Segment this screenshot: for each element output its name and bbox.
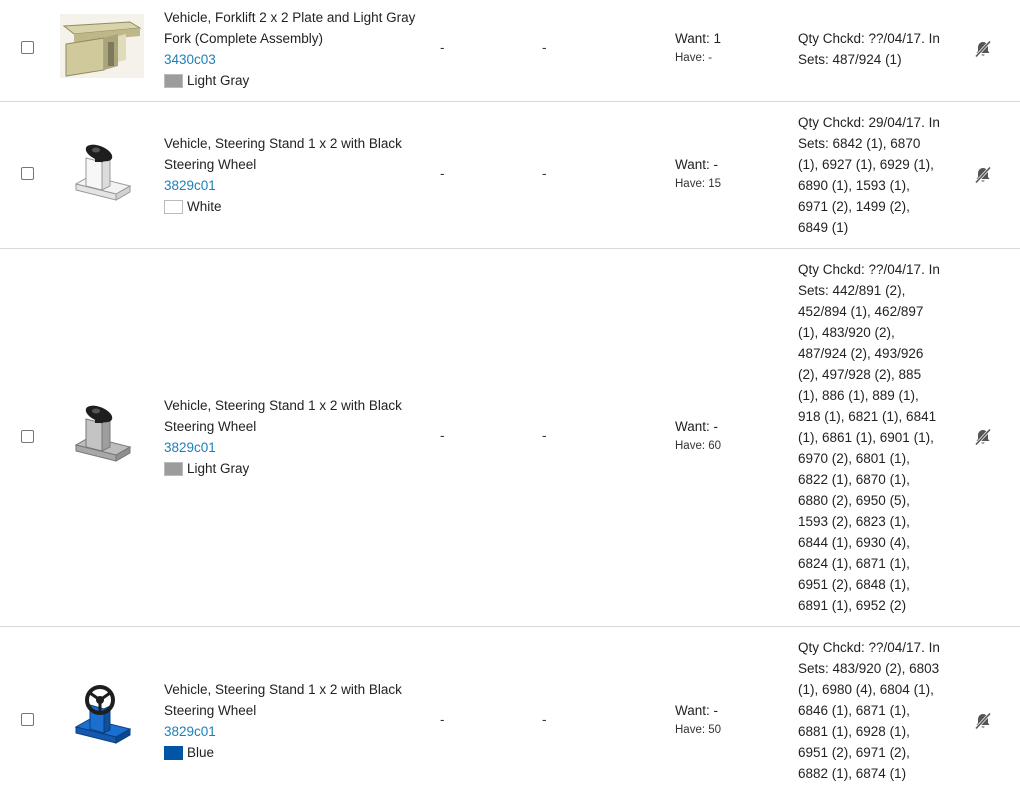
row-checkbox[interactable] [21,41,34,54]
want-have [675,416,721,455]
color-name: Blue [187,745,215,760]
want-have [675,700,721,739]
part-color [164,196,434,217]
part-color [164,742,434,763]
have-value: Have: 50 [675,724,722,736]
sets-info: Qty Chckd: ??/04/17. In Sets: 483/920 (2), 6803 (1), 6980 (4), 6804 (1), 6846 (1), 6871 (1), 6881 (1), 6928 (1), 6951 (2), 6971 (2), 6882 (1), 6874 (1) [798,640,940,781]
color-swatch [164,746,183,760]
row-checkbox[interactable] [21,167,34,180]
part-image-steering-white [60,140,144,204]
color-swatch [164,462,183,476]
color-name: Light Gray [187,73,250,88]
column-value: - [542,166,547,181]
part-name: Vehicle, Steering Stand 1 x 2 with Black Steering Wheel [164,682,402,718]
color-swatch [164,74,183,88]
want-have [675,28,721,67]
want-value: Want: - [675,703,719,718]
part-description [164,133,434,217]
want-value: Want: - [675,157,719,172]
bell-slash-icon[interactable] [973,39,993,59]
column-value: - [440,428,445,443]
part-color [164,70,434,91]
part-description [164,679,434,763]
column-value: - [440,40,445,55]
part-image-steering-lightgray [60,401,144,465]
want-have [675,154,721,193]
part-id-link[interactable]: 3829c01 [164,178,216,193]
row-checkbox[interactable] [21,713,34,726]
have-value: Have: - [675,52,713,64]
part-image-steering-blue [60,683,144,747]
table-row [0,249,1020,627]
have-value: Have: 15 [675,178,722,190]
part-description [164,7,434,91]
column-value: - [440,166,445,181]
part-name: Vehicle, Steering Stand 1 x 2 with Black Steering Wheel [164,398,402,434]
column-value: - [542,712,547,727]
table-row [0,0,1020,102]
want-value: Want: - [675,419,719,434]
part-image-forklift [60,14,144,78]
part-id-link[interactable]: 3430c03 [164,52,216,67]
sets-info: Qty Chckd: ??/04/17. In Sets: 442/891 (2), 452/894 (1), 462/897 (1), 483/920 (2), 487/924 (2), 493/926 (2), 497/928 (2), 885 (1), 886 (1), 889 (1), 918 (1), 6821 (1), 6841 (1), 6861 (1), 6901 (1), 6970 (2), 6801 (1), 6822 (1), 6870 (1), 6880 (2), 6950 (5), 1593 (2), 6823 (1), 6844 (1), 6930 (4), 6824 (1), 6871 (1), 6951 (2), 6848 (1), 6891 (1), 6952 (2) [798,262,940,613]
column-value: - [542,428,547,443]
part-name: Vehicle, Steering Stand 1 x 2 with Black Steering Wheel [164,136,402,172]
color-name: Light Gray [187,461,250,476]
row-checkbox[interactable] [21,430,34,443]
part-description [164,395,434,479]
sets-info: Qty Chckd: ??/04/17. In Sets: 487/924 (1) [798,31,940,67]
bell-slash-icon[interactable] [973,427,993,447]
have-value: Have: 60 [675,440,722,452]
table-row [0,102,1020,249]
table-row [0,627,1020,810]
part-id-link[interactable]: 3829c01 [164,440,216,455]
column-value: - [440,712,445,727]
want-value: Want: 1 [675,31,722,46]
part-id-link[interactable]: 3829c01 [164,724,216,739]
part-color [164,458,434,479]
column-value: - [542,40,547,55]
part-name: Vehicle, Forklift 2 x 2 Plate and Light Gray Fork (Complete Assembly) [164,10,416,46]
bell-slash-icon[interactable] [973,711,993,731]
bell-slash-icon[interactable] [973,165,993,185]
color-swatch [164,200,183,214]
sets-info: Qty Chckd: 29/04/17. In Sets: 6842 (1), 6870 (1), 6927 (1), 6929 (1), 6890 (1), 1593 (1), 6971 (2), 1499 (2), 6849 (1) [798,115,940,235]
color-name: White [187,199,222,214]
